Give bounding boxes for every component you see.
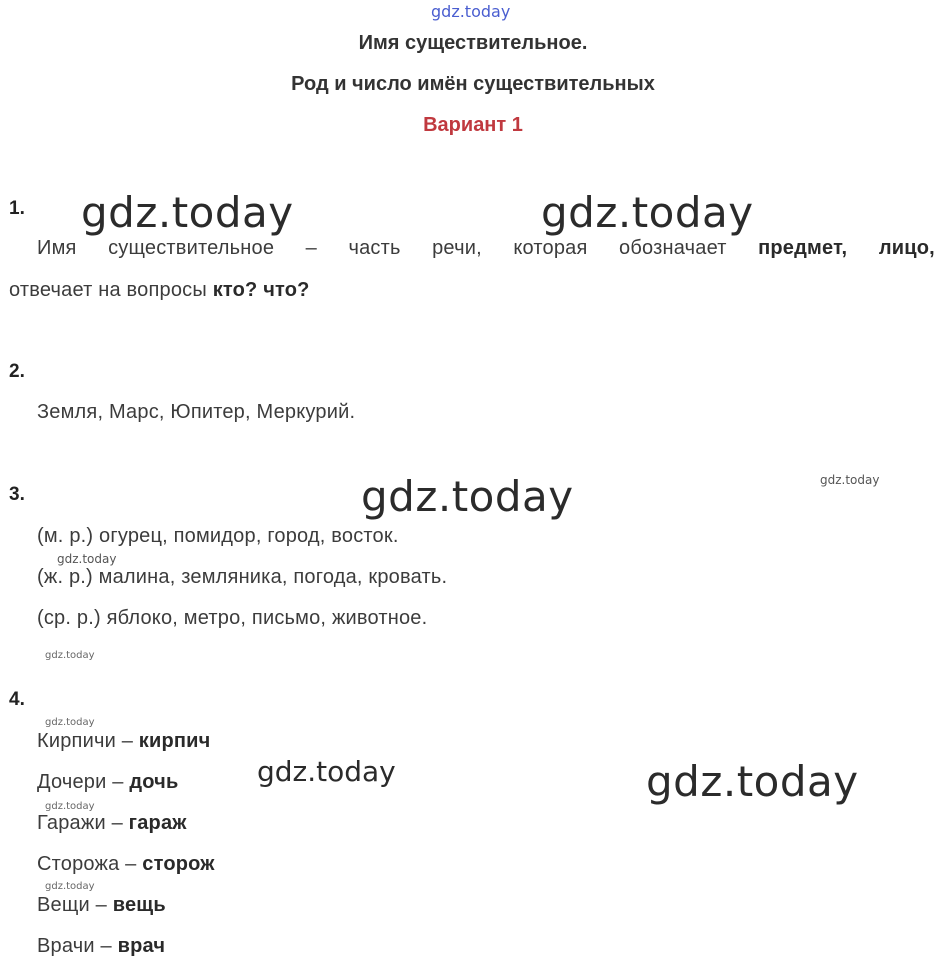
word: обозначает [619,237,727,259]
watermark: gdz.today [257,755,396,788]
word: которая [513,237,588,259]
singular-form: вещь [112,894,166,916]
word: – [305,237,317,259]
bold-word: лицо, [878,237,935,259]
text: отвечает на вопросы [9,279,213,301]
task1-line2 [9,279,310,302]
page-subtitle: Род и число имён существительных [291,73,655,95]
watermark: gdz.today [45,801,95,812]
singular-form: сторож [142,853,215,875]
watermark: gdz.today [820,473,880,487]
plural-form: Вещи – [37,894,113,916]
watermark: gdz.today [45,650,95,661]
task3-line: (м. р.) огурец, помидор, город, восток. [37,525,399,547]
watermark: gdz.today [541,188,754,237]
watermark: gdz.today [646,757,859,806]
watermark: gdz.today [81,188,294,237]
list-item [37,853,215,876]
plural-form: Врачи – [37,935,118,957]
task1-line1 [37,237,935,260]
list-item [37,935,165,958]
singular-form: дочь [129,771,179,793]
singular-form: врач [117,935,166,957]
list-item [37,771,178,794]
task-number: 3. [9,484,25,505]
task2-text: Земля, Марс, Юпитер, Меркурий. [37,401,356,423]
word: Имя [37,237,77,259]
watermark: gdz.today [57,552,117,566]
list-item [37,894,166,917]
plural-form: Сторожа – [37,853,143,875]
watermark: gdz.today [361,472,574,521]
task-number: 2. [9,361,25,382]
plural-form: Дочери – [37,771,130,793]
singular-form: гараж [128,812,187,834]
plural-form: Гаражи – [37,812,129,834]
word: часть [348,237,401,259]
watermark: gdz.today [45,717,95,728]
task-number: 1. [9,198,25,219]
page-title: Имя существительное. [358,32,588,54]
watermark-top: gdz.today [431,2,511,21]
list-item [37,730,211,753]
bold-word: предмет, [758,237,848,259]
plural-form: Кирпичи – [37,730,139,752]
task3-line: (ж. р.) малина, земляника, погода, кровать. [37,566,448,588]
task3-line: (ср. р.) яблоко, метро, письмо, животное. [37,607,428,629]
word: существительное [108,237,275,259]
singular-form: кирпич [138,730,211,752]
list-item [37,812,187,835]
variant-label: Вариант 1 [423,114,523,136]
word: речи, [432,237,482,259]
bold-text: кто? что? [212,279,310,301]
watermark: gdz.today [45,881,95,892]
task-number: 4. [9,689,25,710]
